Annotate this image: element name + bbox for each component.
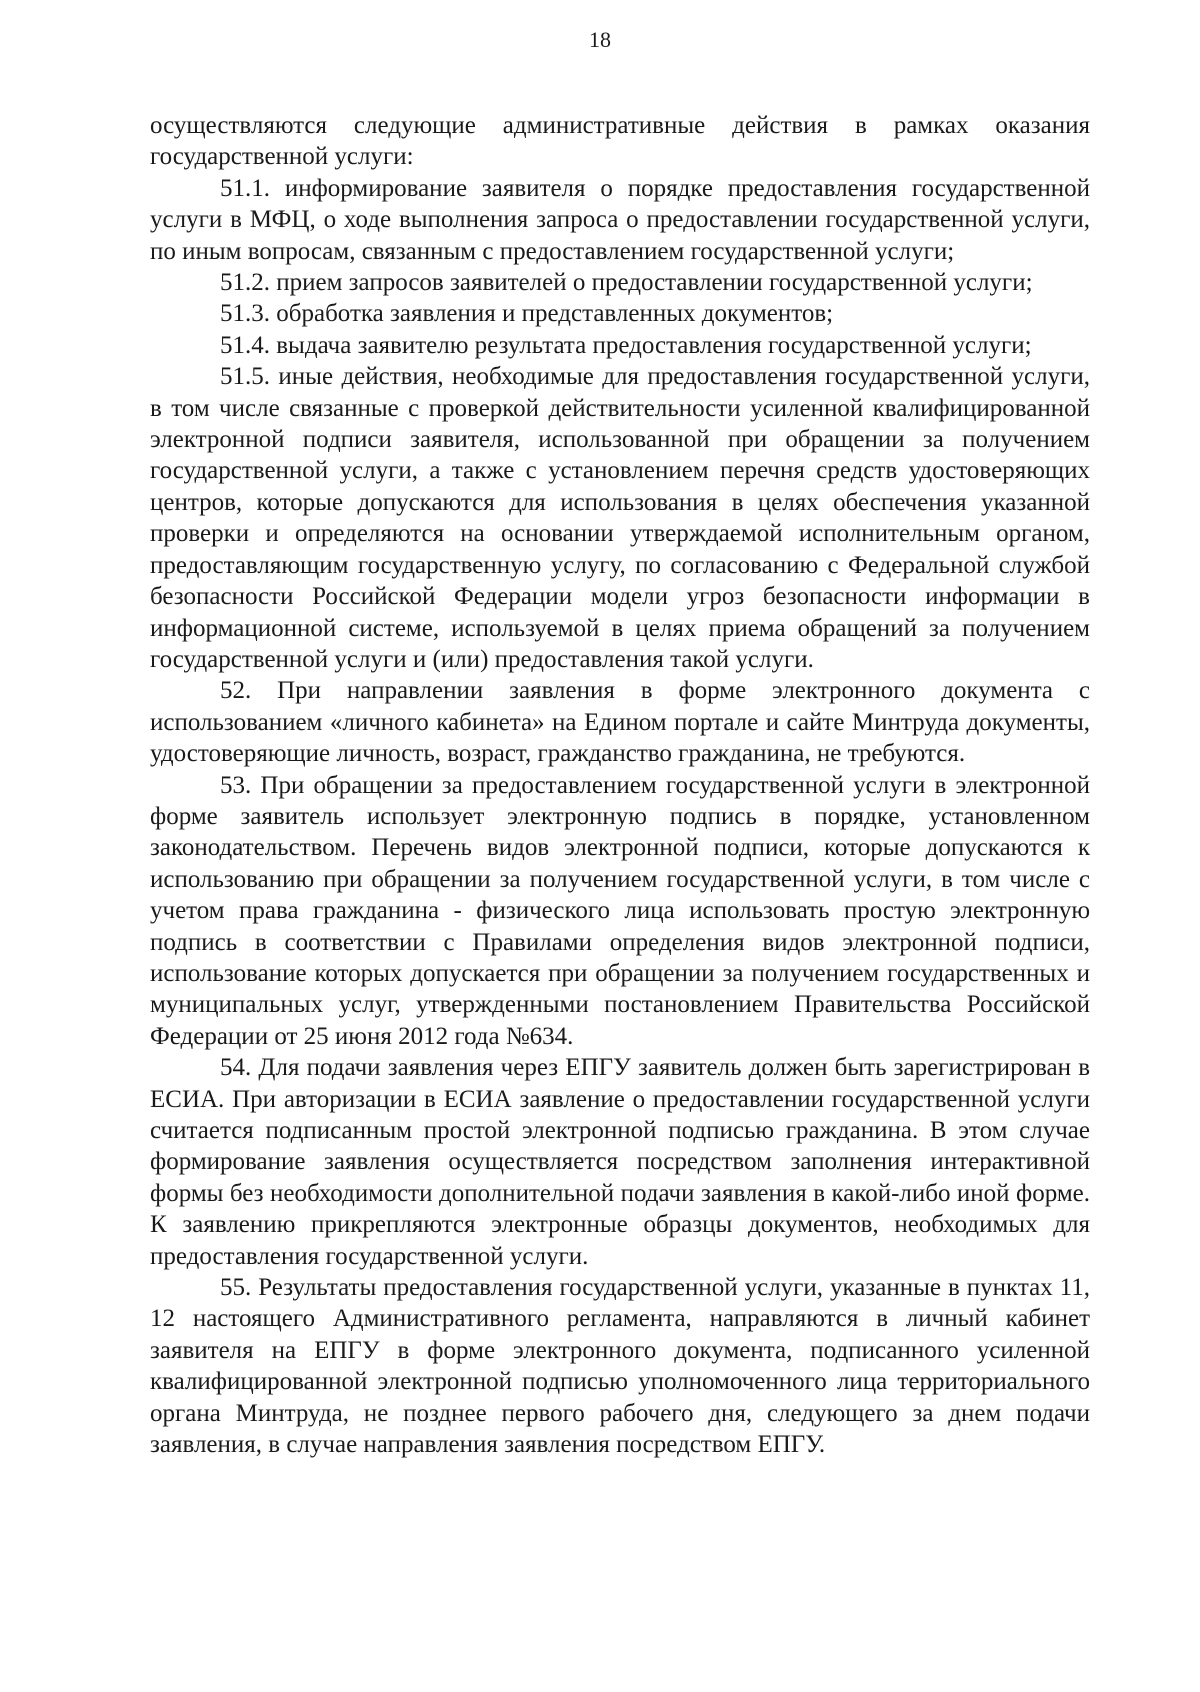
paragraph-53: 53. При обращении за предоставлением государственной услуги в электронной форме заявитель использует электронную подпись в порядке, установленном законодательством. Перечень видов электронной подписи, которые допускаются к использованию при обращении за получением государственной услуги, в том числе с учетом права гражданина - физического лица использовать простую электронную подпись в соответствии с Правилами определения видов электронной подписи, использование которых допускается при обращении за получением государственных и муниципальных услуг, утвержденными постановлением Правительства Российской Федерации от 25 июня 2012 года №634.: [150, 771, 1090, 1050]
paragraph-54: 54. Для подачи заявления через ЕПГУ заявитель должен быть зарегистрирован в ЕСИА. При авторизации в ЕСИА заявление о предоставлении государственной услуги считается подписанным простой электронной подписью гражданина. В этом случае формирование заявления осуществляется посредством заполнения интерактивной формы без необходимости дополнительной подачи заявления в какой-либо иной форме. К заявлению прикрепляются электронные образцы документов, необходимых для предоставления государственной услуги.: [150, 1054, 1090, 1270]
paragraph-intro: осуществляются следующие административные действия в рамках оказания государственной услуги:: [150, 112, 1090, 171]
paragraph-55: 55. Результаты предоставления государственной услуги, указанные в пунктах 11, 12 настоящего Административного регламента, направляются в личный кабинет заявителя на ЕПГУ в форме электронного документа, подписанного усиленной квалифицированной электронной подписью уполномоченного лица территориального органа Минтруда, не позднее первого рабочего дня, следующего за днем подачи заявления, в случае направления заявления посредством ЕПГУ.: [150, 1274, 1090, 1459]
paragraph-51-1: 51.1. информирование заявителя о порядке предоставления государственной услуги в МФЦ, о ходе выполнения запроса о предоставлении государственной услуги, по иным вопросам, связанным с предоставлением государственной услуги;: [150, 174, 1090, 265]
page-number: 18: [589, 27, 611, 52]
paragraph-51-5: 51.5. иные действия, необходимые для предоставления государственной услуги, в том числе связанные с проверкой действительности усиленной квалифицированной электронной подписи заявителя, использованной при обращении за получением государственной услуги, а также с установлением перечня средств удостоверяющих центров, которые допускаются для использования в целях обеспечения указанной проверки и определяются на основании утверждаемой исполнительным органом, предоставляющим государственную услугу, по согласованию с Федеральной службой безопасности Российской Федерации модели угроз безопасности информации в информационной системе, используемой в целях приема обращений за получением государственной услуги и (или) предоставления такой услуги.: [150, 363, 1090, 673]
document-body: [150, 110, 1090, 1460]
paragraph-51-3: 51.3. обработка заявления и представленных документов;: [220, 300, 834, 328]
paragraph-52: 52. При направлении заявления в форме электронного документа с использованием «личного кабинета» на Едином портале и сайте Минтруда документы, удостоверяющие личность, возраст, гражданство гражданина, не требуются.: [150, 677, 1090, 768]
paragraph-51-4: 51.4. выдача заявителю результата предоставления государственной услуги;: [220, 331, 1032, 359]
paragraph-51-2: 51.2. прием запросов заявителей о предоставлении государственной услуги;: [220, 269, 1033, 297]
